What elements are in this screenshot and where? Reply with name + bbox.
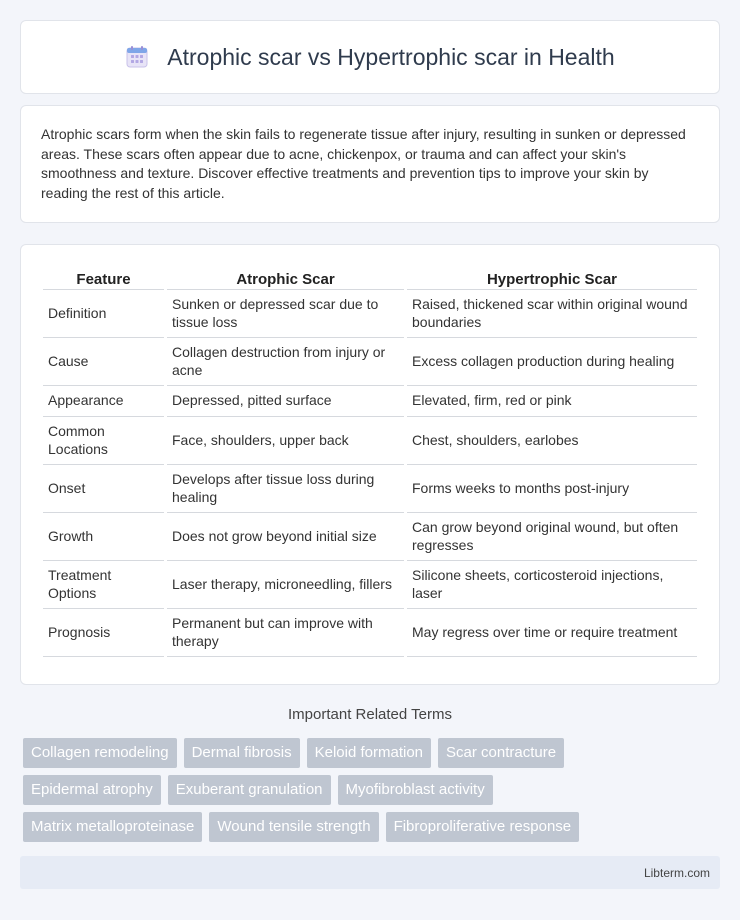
tag-row bbox=[23, 775, 723, 805]
page-title: Atrophic scar vs Hypertrophic scar in Health bbox=[167, 43, 615, 70]
table-row bbox=[43, 386, 697, 417]
related-term-tag[interactable]: Exuberant granulation bbox=[168, 775, 331, 805]
hypertrophic-cell: May regress over time or require treatment bbox=[407, 609, 697, 657]
header-atrophic: Atrophic Scar bbox=[167, 265, 404, 290]
atrophic-cell: Permanent but can improve with therapy bbox=[167, 609, 404, 657]
hypertrophic-cell: Can grow beyond original wound, but often regresses bbox=[407, 513, 697, 561]
table-row bbox=[43, 609, 697, 657]
hypertrophic-cell: Chest, shoulders, earlobes bbox=[407, 417, 697, 465]
feature-cell: Cause bbox=[43, 338, 164, 386]
table-row bbox=[43, 417, 697, 465]
tag-row bbox=[23, 738, 723, 768]
hypertrophic-cell: Elevated, firm, red or pink bbox=[407, 386, 697, 417]
atrophic-cell: Sunken or depressed scar due to tissue loss bbox=[167, 290, 404, 338]
calendar-icon bbox=[125, 45, 149, 69]
table-row bbox=[43, 290, 697, 338]
feature-cell: Definition bbox=[43, 290, 164, 338]
footer bbox=[20, 856, 720, 889]
atrophic-cell: Laser therapy, microneedling, fillers bbox=[167, 561, 404, 609]
feature-cell: Common Locations bbox=[43, 417, 164, 465]
intro-text: Atrophic scars form when the skin fails to regenerate tissue after injury, resulting in sunken or depressed areas. These scars often appear due to acne, chickenpox, or trauma and can affect your skin's smoothness and texture. Discover effective treatments and prevention tips to improve your skin by reading the rest of this article. bbox=[41, 126, 686, 201]
related-terms-title: Important Related Terms bbox=[288, 706, 452, 723]
feature-cell: Appearance bbox=[43, 386, 164, 417]
related-term-tag[interactable]: Collagen remodeling bbox=[23, 738, 177, 768]
intro-card bbox=[20, 105, 720, 223]
footer-site-link[interactable]: Libterm.com bbox=[643, 865, 710, 880]
table-header-row bbox=[43, 265, 697, 290]
header-feature: Feature bbox=[43, 265, 164, 290]
hypertrophic-cell: Silicone sheets, corticosteroid injections, laser bbox=[407, 561, 697, 609]
comparison-card bbox=[20, 244, 720, 685]
table-row bbox=[43, 338, 697, 386]
feature-cell: Prognosis bbox=[43, 609, 164, 657]
atrophic-cell: Does not grow beyond initial size bbox=[167, 513, 404, 561]
related-term-tag[interactable]: Epidermal atrophy bbox=[23, 775, 161, 805]
hypertrophic-cell: Raised, thickened scar within original wound boundaries bbox=[407, 290, 697, 338]
atrophic-cell: Depressed, pitted surface bbox=[167, 386, 404, 417]
related-term-tag[interactable]: Dermal fibrosis bbox=[184, 738, 300, 768]
related-term-tag[interactable]: Wound tensile strength bbox=[209, 812, 378, 842]
feature-cell: Growth bbox=[43, 513, 164, 561]
table-row bbox=[43, 513, 697, 561]
hypertrophic-cell: Forms weeks to months post-injury bbox=[407, 465, 697, 513]
related-term-tag[interactable]: Fibroproliferative response bbox=[386, 812, 580, 842]
related-term-tag[interactable]: Keloid formation bbox=[307, 738, 431, 768]
related-terms-list bbox=[23, 738, 723, 849]
header-card bbox=[20, 20, 720, 94]
hypertrophic-cell: Excess collagen production during healing bbox=[407, 338, 697, 386]
comparison-table bbox=[40, 265, 700, 657]
related-term-tag[interactable]: Matrix metalloproteinase bbox=[23, 812, 202, 842]
atrophic-cell: Develops after tissue loss during healing bbox=[167, 465, 404, 513]
atrophic-cell: Collagen destruction from injury or acne bbox=[167, 338, 404, 386]
feature-cell: Onset bbox=[43, 465, 164, 513]
table-row bbox=[43, 561, 697, 609]
tag-row bbox=[23, 812, 723, 842]
table-row bbox=[43, 465, 697, 513]
related-term-tag[interactable]: Scar contracture bbox=[438, 738, 564, 768]
header-hypertrophic: Hypertrophic Scar bbox=[407, 265, 697, 290]
atrophic-cell: Face, shoulders, upper back bbox=[167, 417, 404, 465]
feature-cell: Treatment Options bbox=[43, 561, 164, 609]
related-term-tag[interactable]: Myofibroblast activity bbox=[338, 775, 493, 805]
